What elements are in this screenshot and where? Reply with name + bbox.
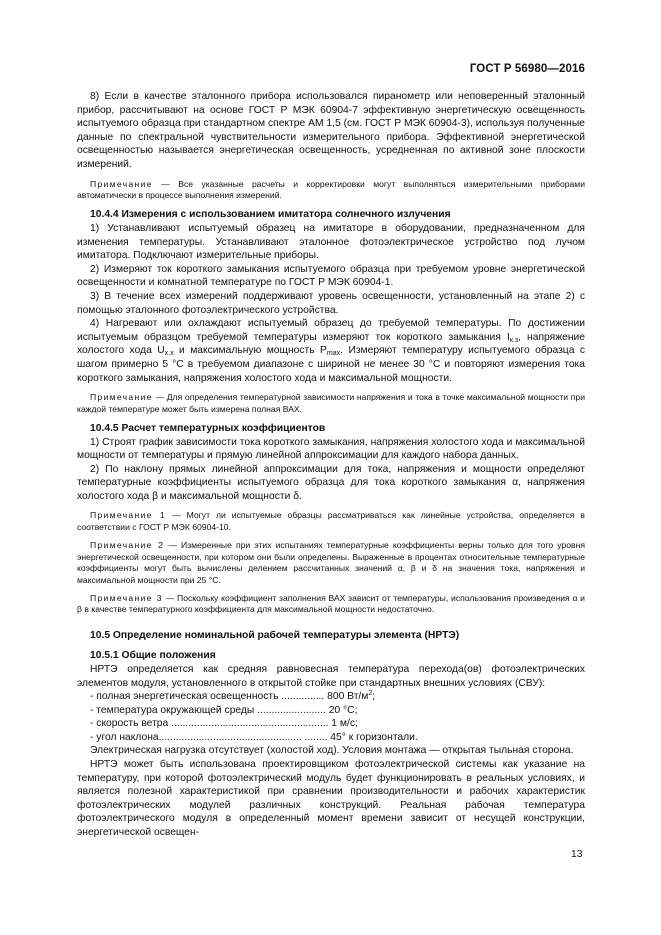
text-run: и максимальную мощность P [173,345,327,357]
spec-wind-speed: - скорость ветра ....................................................... 1 м/с; [90,718,358,730]
section-heading-10-4-5: 10.4.5 Расчет температурных коэффициентов [90,422,326,434]
paragraph-1044-step-4 [77,317,585,385]
section-heading-10-5: 10.5 Определение номинальной рабочей температуры элемента (НРТЭ) [90,629,460,641]
text-run: 4) Нагревают или охлаждают испытуемый образец до требуемой температуры. По достижении испытуемым образцом требуемой температуры измеряют ток короткого замыкания I [77,318,585,343]
note-text: — Для определения температурной зависимости напряжения и тока в точке максимальной мощности при каждой температуре может быть измерена полная ВАХ. [77,392,585,414]
note-full-iv [77,392,585,415]
paragraph-1045-step-1: 1) Строят график зависимости тока короткого замыкания, напряжения холостого хода и максимальной мощности от температуры и прямую линейной аппроксимации для каждого набора данных. [77,436,585,462]
note-calculations [77,179,585,202]
subscript-pmax: max [326,350,341,358]
superscript: 2 [368,690,373,698]
paragraph-electrical-load: Электрическая нагрузка отсутствует (холостой ход). Условия монтажа — открытая тыльная сторона. [90,745,574,757]
spec-irradiance [77,690,585,704]
note-3-fill-factor [77,593,585,616]
paragraph-1045-step-2: 2) По наклону прямых линейной аппроксимации для тока, напряжения и мощности определяют температурные коэффициенты испытуемого образца для тока короткого замыкания α, напряжения холостого хода β и максимальной мощности δ. [77,463,585,502]
note-text: — Измеренные при этих испытаниях температурные коэффициенты верны только для того уровня энергетической освещенности, при котором они были определены. Выраженные в процентах относительные температурные коэффициенты могут быть вычислены делением рассчитанных значений α, β и δ на значения тока, напряжения и максимальной мощности при 25 °С. [77,540,585,585]
section-heading-10-5-1: 10.5.1 Общие положения [90,650,216,662]
paragraph-1044-step-2: 2) Измеряют ток короткого замыкания испытуемого образца при требуемом уровне энергетической освещенности и комнатной температуре по ГОСТ Р МЭК 60904-1. [77,263,585,289]
paragraph-step-8: 8) Если в качестве эталонного прибора использовался пиранометр или неповеренный эталонный прибор, рассчитывают на основе ГОСТ Р МЭК 60904-7 эффективную энергетическую освещенность испытуемого образца при стандартном спектре AM 1,5 (см. ГОСТ Р МЭК 60904-3), используя полученные данные по спектральной чувствительности измерительного прибора. Эффективной энергетической освещенностью называется энергетическая освещенность, усредненная по активной зоне плоскости измерений. [77,91,585,170]
page-number: 13 [571,849,583,860]
subscript-uoc: х.х [164,350,174,358]
paragraph-nrte-usage: НРТЭ может быть использована проектировщиком фотоэлектрической системы как указание на температуру, при которой фотоэлектрический модуль будет функционировать в реальных условиях, и является полезной характеристикой при сравнении производительности и рабочих характеристик фотоэлектрических модулей различных конструкций. Реальная рабочая температура фотоэлектрического модуля в определенный момент времени зависит от несущей конструкции, энергетической освещен- [77,759,585,839]
subscript-isc: к.з [509,336,519,344]
note-label: Примечание [90,392,153,403]
paragraph-1044-step-1: 1) Устанавливают испытуемый образец на имитаторе в оборудовании, предназначенном для изменения температуры. Устанавливают эталонное фотоэлектрическое устройство под лучом имитатора. Подключают измерительные приборы. [77,222,585,262]
standard-conditions-list [77,690,585,744]
note-label: Примечание 2 [90,540,165,551]
section-heading-10-4-4: 10.4.4 Измерения с использованием имитатора солнечного излучения [90,209,451,221]
text-run: - полная энергетическая освещенность ............... 800 Вт/м [90,691,369,703]
note-1-linear [77,510,585,533]
note-text: — Все указанные расчеты и корректировки могут выполняться измерительными приборами автоматически в процессе выполнения измерений. [77,178,585,200]
paragraph-nrte-definition: НРТЭ определяется как средняя равновесная температура перехода(ов) фотоэлектрических элементов модуля, установленного в открытой стойке при стандартных внешних условиях (СВУ): [77,663,585,689]
note-label: Примечание 3 [90,592,163,603]
text-run: , напряжение холостого хода U [77,331,585,357]
note-text: — Поскольку коэффициент заполнения ВАХ зависит от температуры, использования произведения α и β в качестве температурного коэффициента для максимальной мощности недостаточно. [77,592,585,615]
page-content [77,90,585,840]
text-run: . Измеряют температуру испытуемого образца с шагом примерно 5 °С в требуемом диапазоне с шириной не менее 30 °С и повторяют измерения тока короткого замыкания, напряжения холостого хода и максимальной мощности. [77,345,585,384]
note-label: Примечание 1 [90,510,167,521]
spec-ambient-temperature: - температура окружающей среды ........................ 20 °С; [90,704,358,716]
document-id-header: ГОСТ Р 56980—2016 [469,63,585,75]
note-2-coefficients [77,540,585,586]
note-text: — Могут ли испытуемые образцы рассматриваться как линейные устройства, определяется в соответствии с ГОСТ Р МЭК 60904-10. [77,510,585,532]
spec-tilt-angle: - угол наклона.................................................. ........ 45° к горизонтали. [90,731,418,743]
paragraph-1044-step-3: 3) В течение всех измерений поддерживают уровень освещенности, установленный на этапе 2) с помощью эталонного фотоэлектрического устройства. [77,290,585,316]
text-run: ; [372,691,376,703]
note-label: Примечание [90,178,153,189]
